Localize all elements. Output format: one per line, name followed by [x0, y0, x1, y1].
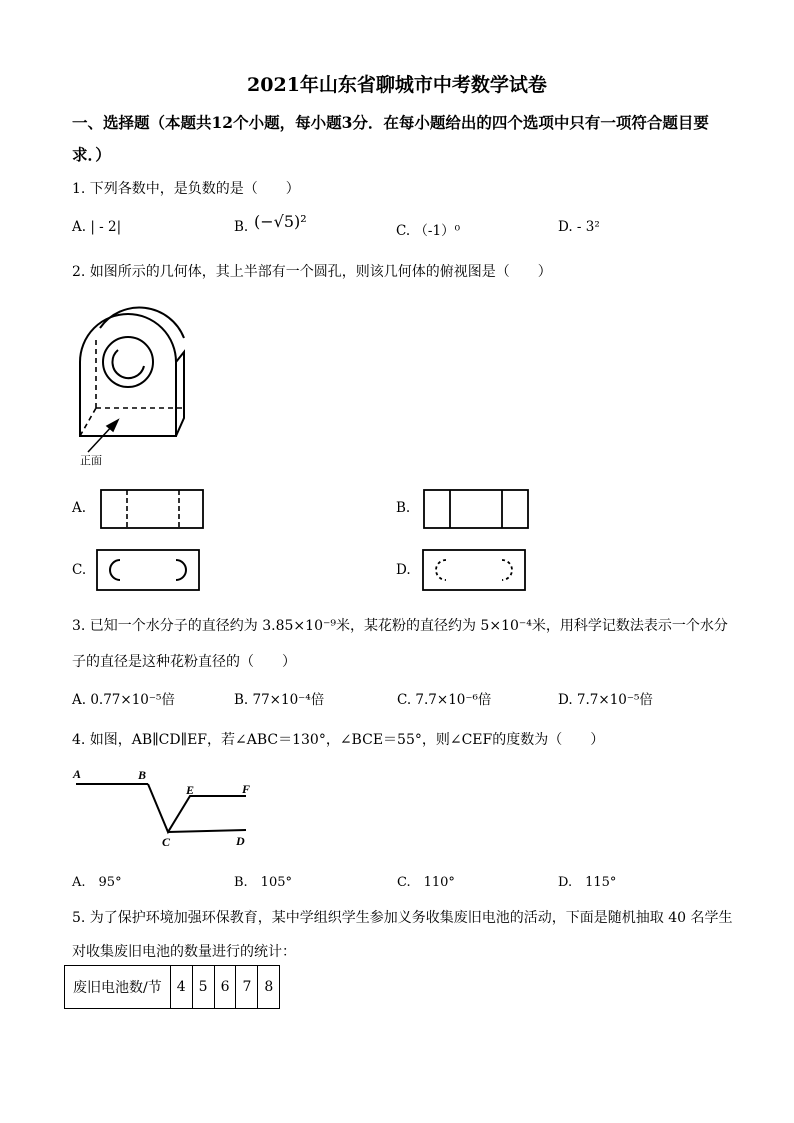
q2-option-c-label: C.	[72, 562, 87, 578]
question-3-line-2: 子的直径是这种花粉直径的（ ）	[72, 654, 296, 670]
question-3-line-1: 3. 已知一个水分子的直径约为 3.85×10⁻⁹米，某花粉的直径约为 5×10⁻⁴米，用科学记数法表示一个水分	[72, 618, 728, 634]
question-2-stem: 2. 如图所示的几何体，其上半部有一个圆孔，则该几何体的俯视图是（ ）	[72, 264, 552, 280]
table-cell: 7	[236, 966, 258, 1009]
question-4-stem: 4. 如图，AB∥CD∥EF，若∠ABC＝130°，∠BCE＝55°，则∠CEF的度数为（ ）	[72, 732, 605, 748]
q1-option-b-label: B.	[234, 219, 249, 235]
q2-option-b-label: B.	[396, 500, 411, 516]
q3-option-d: D. 7.7×10⁻⁵倍	[558, 692, 653, 708]
q1-option-d: D. - 3²	[558, 219, 600, 235]
q4-option-c: C. 110°	[397, 875, 455, 890]
q2-option-c-figure	[96, 549, 200, 591]
question-1-stem: 1. 下列各数中，是负数的是（ ）	[72, 181, 300, 197]
table-row	[65, 966, 280, 1009]
table-cell: 4	[170, 966, 192, 1009]
q1-option-c: C. （-1）⁰	[396, 223, 460, 239]
point-b-label: B	[138, 768, 147, 782]
q3-option-b: B. 77×10⁻⁴倍	[234, 692, 325, 708]
point-a-label: A	[73, 767, 82, 781]
q2-option-d-figure	[422, 549, 526, 591]
q1-option-a: A. | - 2|	[72, 219, 122, 235]
q3-option-c: C. 7.7×10⁻⁶倍	[397, 692, 492, 708]
q4-option-d: D. 115°	[558, 875, 617, 890]
parallel-lines-figure	[70, 766, 270, 852]
point-f-label: F	[242, 782, 251, 796]
q2-option-b-figure	[423, 489, 529, 529]
q3-option-a: A. 0.77×10⁻⁵倍	[72, 692, 175, 708]
table-cell: 5	[192, 966, 214, 1009]
point-d-label: D	[236, 834, 245, 848]
q4-option-a: A. 95°	[72, 875, 122, 890]
q2-option-d-label: D.	[396, 562, 411, 578]
q1-option-b-expression: (−√5)²	[254, 212, 307, 231]
q2-option-a-figure	[100, 489, 204, 529]
front-label: 正面	[80, 455, 102, 467]
table-cell: 8	[258, 966, 280, 1009]
page-title: 2021年山东省聊城市中考数学试卷	[247, 74, 547, 96]
point-e-label: E	[186, 783, 195, 797]
point-c-label: C	[162, 835, 171, 849]
solid-figure	[60, 290, 200, 470]
question-5-line-1: 5. 为了保护环境加强环保教育，某中学组织学生参加义务收集废旧电池的活动，下面是随机抽取 40 名学生	[72, 910, 733, 926]
question-5-line-2: 对收集废旧电池的数量进行的统计：	[72, 944, 296, 960]
section-heading: 一、选择题（本题共12个小题，每小题3分．在每小题给出的四个选项中只有一项符合题目要求．）	[72, 113, 709, 164]
table-header-cell: 废旧电池数/节	[65, 966, 171, 1009]
table-cell: 6	[214, 966, 236, 1009]
battery-stats-table	[64, 965, 280, 1009]
q2-option-a-label: A.	[72, 500, 87, 516]
q4-option-b: B. 105°	[234, 875, 292, 890]
